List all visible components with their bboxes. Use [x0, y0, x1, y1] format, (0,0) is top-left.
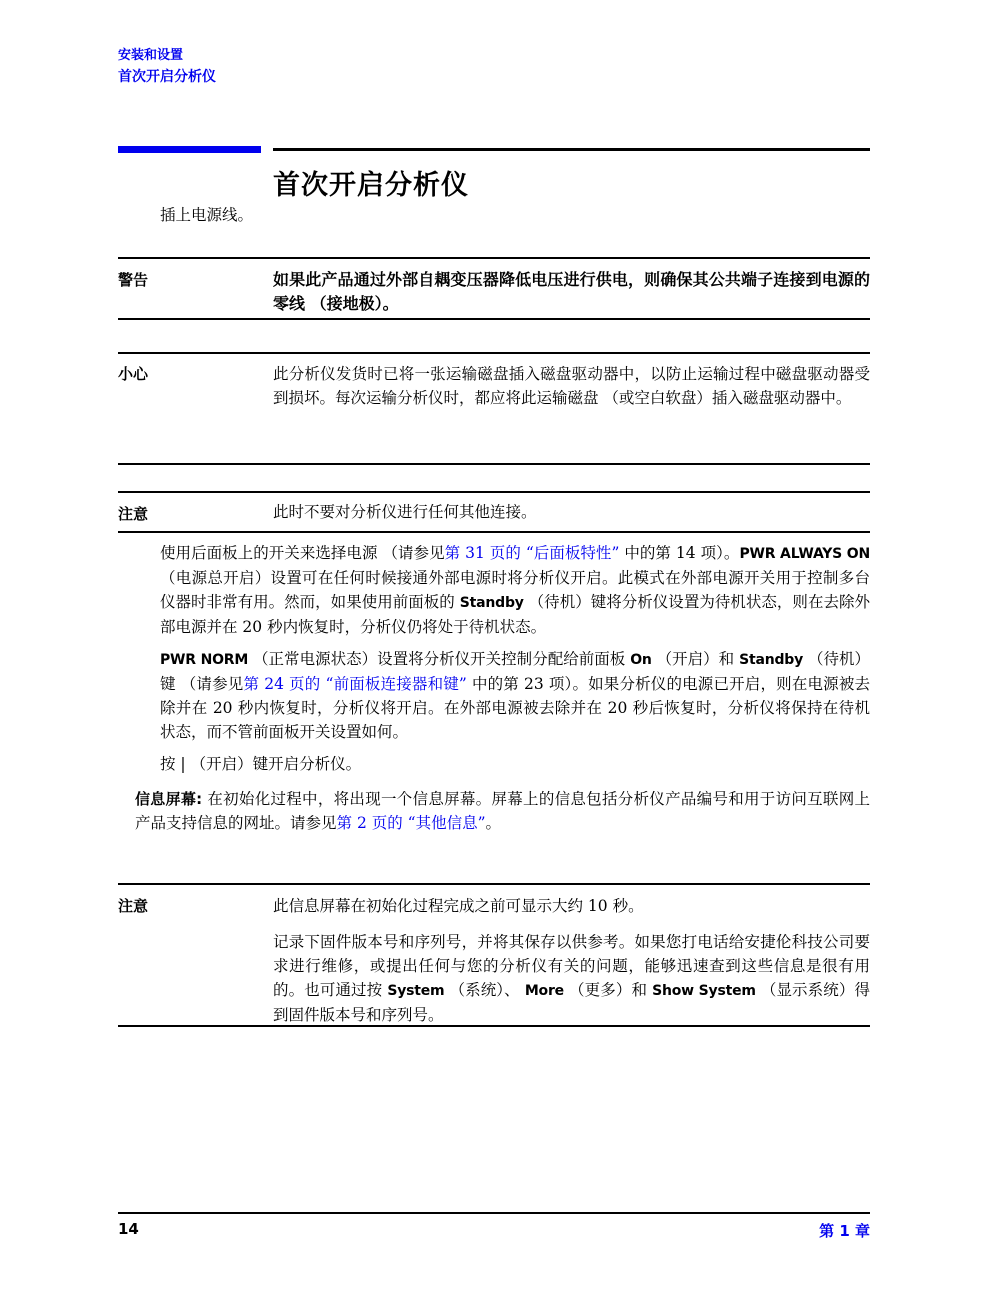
footer: [118, 1220, 870, 1241]
paragraph: [160, 541, 870, 639]
note-label: 注意: [118, 505, 149, 523]
intro-paragraph: 插上电源线。: [160, 206, 254, 224]
text-run: 使用后面板上的开关来选择电源 （请参见: [160, 544, 445, 562]
header-accent-bar: [118, 146, 261, 153]
text-run: More: [524, 983, 564, 999]
caution-block: [118, 352, 870, 465]
note-text: [273, 894, 870, 1027]
header-rule: [273, 148, 870, 151]
text-run: PWR NORM: [160, 652, 249, 668]
text-run: 此分析仪发货时已将一张运输磁盘插入磁盘驱动器中，以防止运输过程中磁盘驱动器受到损坏。每次运输分析仪时，都应将此运输磁盘 （或空白软盘）插入磁盘驱动器中。: [273, 365, 870, 407]
text-run: 此时不要对分析仪进行任何其他连接。: [273, 503, 537, 521]
text-run: （正常电源状态）设置将分析仪开关控制分配给前面板: [248, 650, 631, 668]
paragraph: [273, 930, 870, 1027]
text-run: System: [387, 983, 445, 999]
text-run: On: [630, 652, 652, 668]
paragraph: [160, 752, 870, 776]
breadcrumb: [118, 46, 216, 87]
caution-label: 小心: [118, 365, 149, 383]
text-run: （显示系统）得到固件版本号和序列号。: [273, 981, 870, 1024]
cross-reference-link[interactable]: 第 31 页的 “后面板特性”: [444, 544, 620, 562]
page-title: 首次开启分析仪: [273, 170, 469, 201]
text-run: （开启）和: [651, 650, 740, 668]
paragraph: [273, 362, 870, 410]
text-run: 按 | （开启）键开启分析仪。: [160, 755, 362, 773]
text-run: 。: [485, 814, 502, 832]
paragraph: [160, 647, 870, 744]
text-run: （系统）、: [444, 981, 525, 999]
text-run: （更多）和: [563, 981, 653, 999]
paragraph: [273, 502, 870, 522]
note-block-2: [118, 883, 870, 1027]
text-run: Standby: [459, 595, 524, 611]
note-block-1: [118, 491, 870, 533]
text-run: 此信息屏幕在初始化过程完成之前可显示大约 10 秒。: [273, 897, 644, 915]
footer-page-number: 14: [118, 1220, 139, 1238]
text-run: 中的第 23 项）。如果分析仪的电源已开启，则在电源被去除并在 20 秒内恢复时，分析仪将开启。在外部电源被去除并在 20 秒后恢复时，分析仪将保持在待机状态，而不管前面板开关设置如何。: [160, 675, 870, 741]
text-run: 如果此产品通过外部自耦变压器降低电压进行供电，则确保其公共端子连接到电源的零线 （接地极）。: [273, 270, 870, 313]
text-run: Show System: [652, 983, 756, 999]
text-run: （电源总开启）设置可在任何时候接通外部电源时将分析仪开启。此模式在外部电源开关用于控制多台仪器时非常有用。然而，如果使用前面板的: [160, 569, 870, 611]
warning-block: [118, 257, 870, 320]
text-run: （待机）键 （请参见: [160, 650, 871, 693]
warning-text: [273, 268, 870, 316]
text-run: PWR ALWAYS ON: [739, 546, 870, 562]
caution-text: [273, 362, 870, 410]
text-run: （待机）键将分析仪设置为待机状态，则在去除外部电源并在 20 秒内恢复时，分析仪仍将处于待机状态。: [160, 593, 870, 636]
main-text: [135, 541, 871, 835]
paragraph: [273, 894, 870, 918]
text-run: 中的第 14 项）。: [619, 544, 740, 562]
note-text: [273, 502, 870, 522]
text-run: 记录下固件版本号和序列号，并将其保存以供参考。如果您打电话给安捷伦科技公司要求进行维修，或提出任何与您的分析仪有关的问题，能够迅速查到这些信息是很有用的。也可通过按: [273, 933, 870, 999]
cross-reference-link[interactable]: 第 24 页的 “前面板连接器和键”: [243, 675, 467, 693]
warning-label: 警告: [118, 271, 149, 289]
note-label: 注意: [118, 897, 149, 915]
breadcrumb-topic: 首次开启分析仪: [118, 69, 216, 85]
breadcrumb-section: 安装和设置: [118, 48, 184, 63]
paragraph: [135, 787, 870, 835]
text-run: Standby: [739, 652, 804, 668]
cross-reference-link[interactable]: 第 2 页的 “其他信息”: [336, 814, 486, 832]
text-run: 在初始化过程中，将出现一个信息屏幕。屏幕上的信息包括分析仪产品编号和用于访问互联网上产品支持信息的网址。请参见: [135, 790, 870, 832]
footer-chapter: 第 1 章: [819, 1222, 870, 1240]
paragraph: [273, 268, 870, 316]
text-run: 信息屏幕:: [135, 790, 203, 808]
footer-rule: [118, 1212, 870, 1214]
